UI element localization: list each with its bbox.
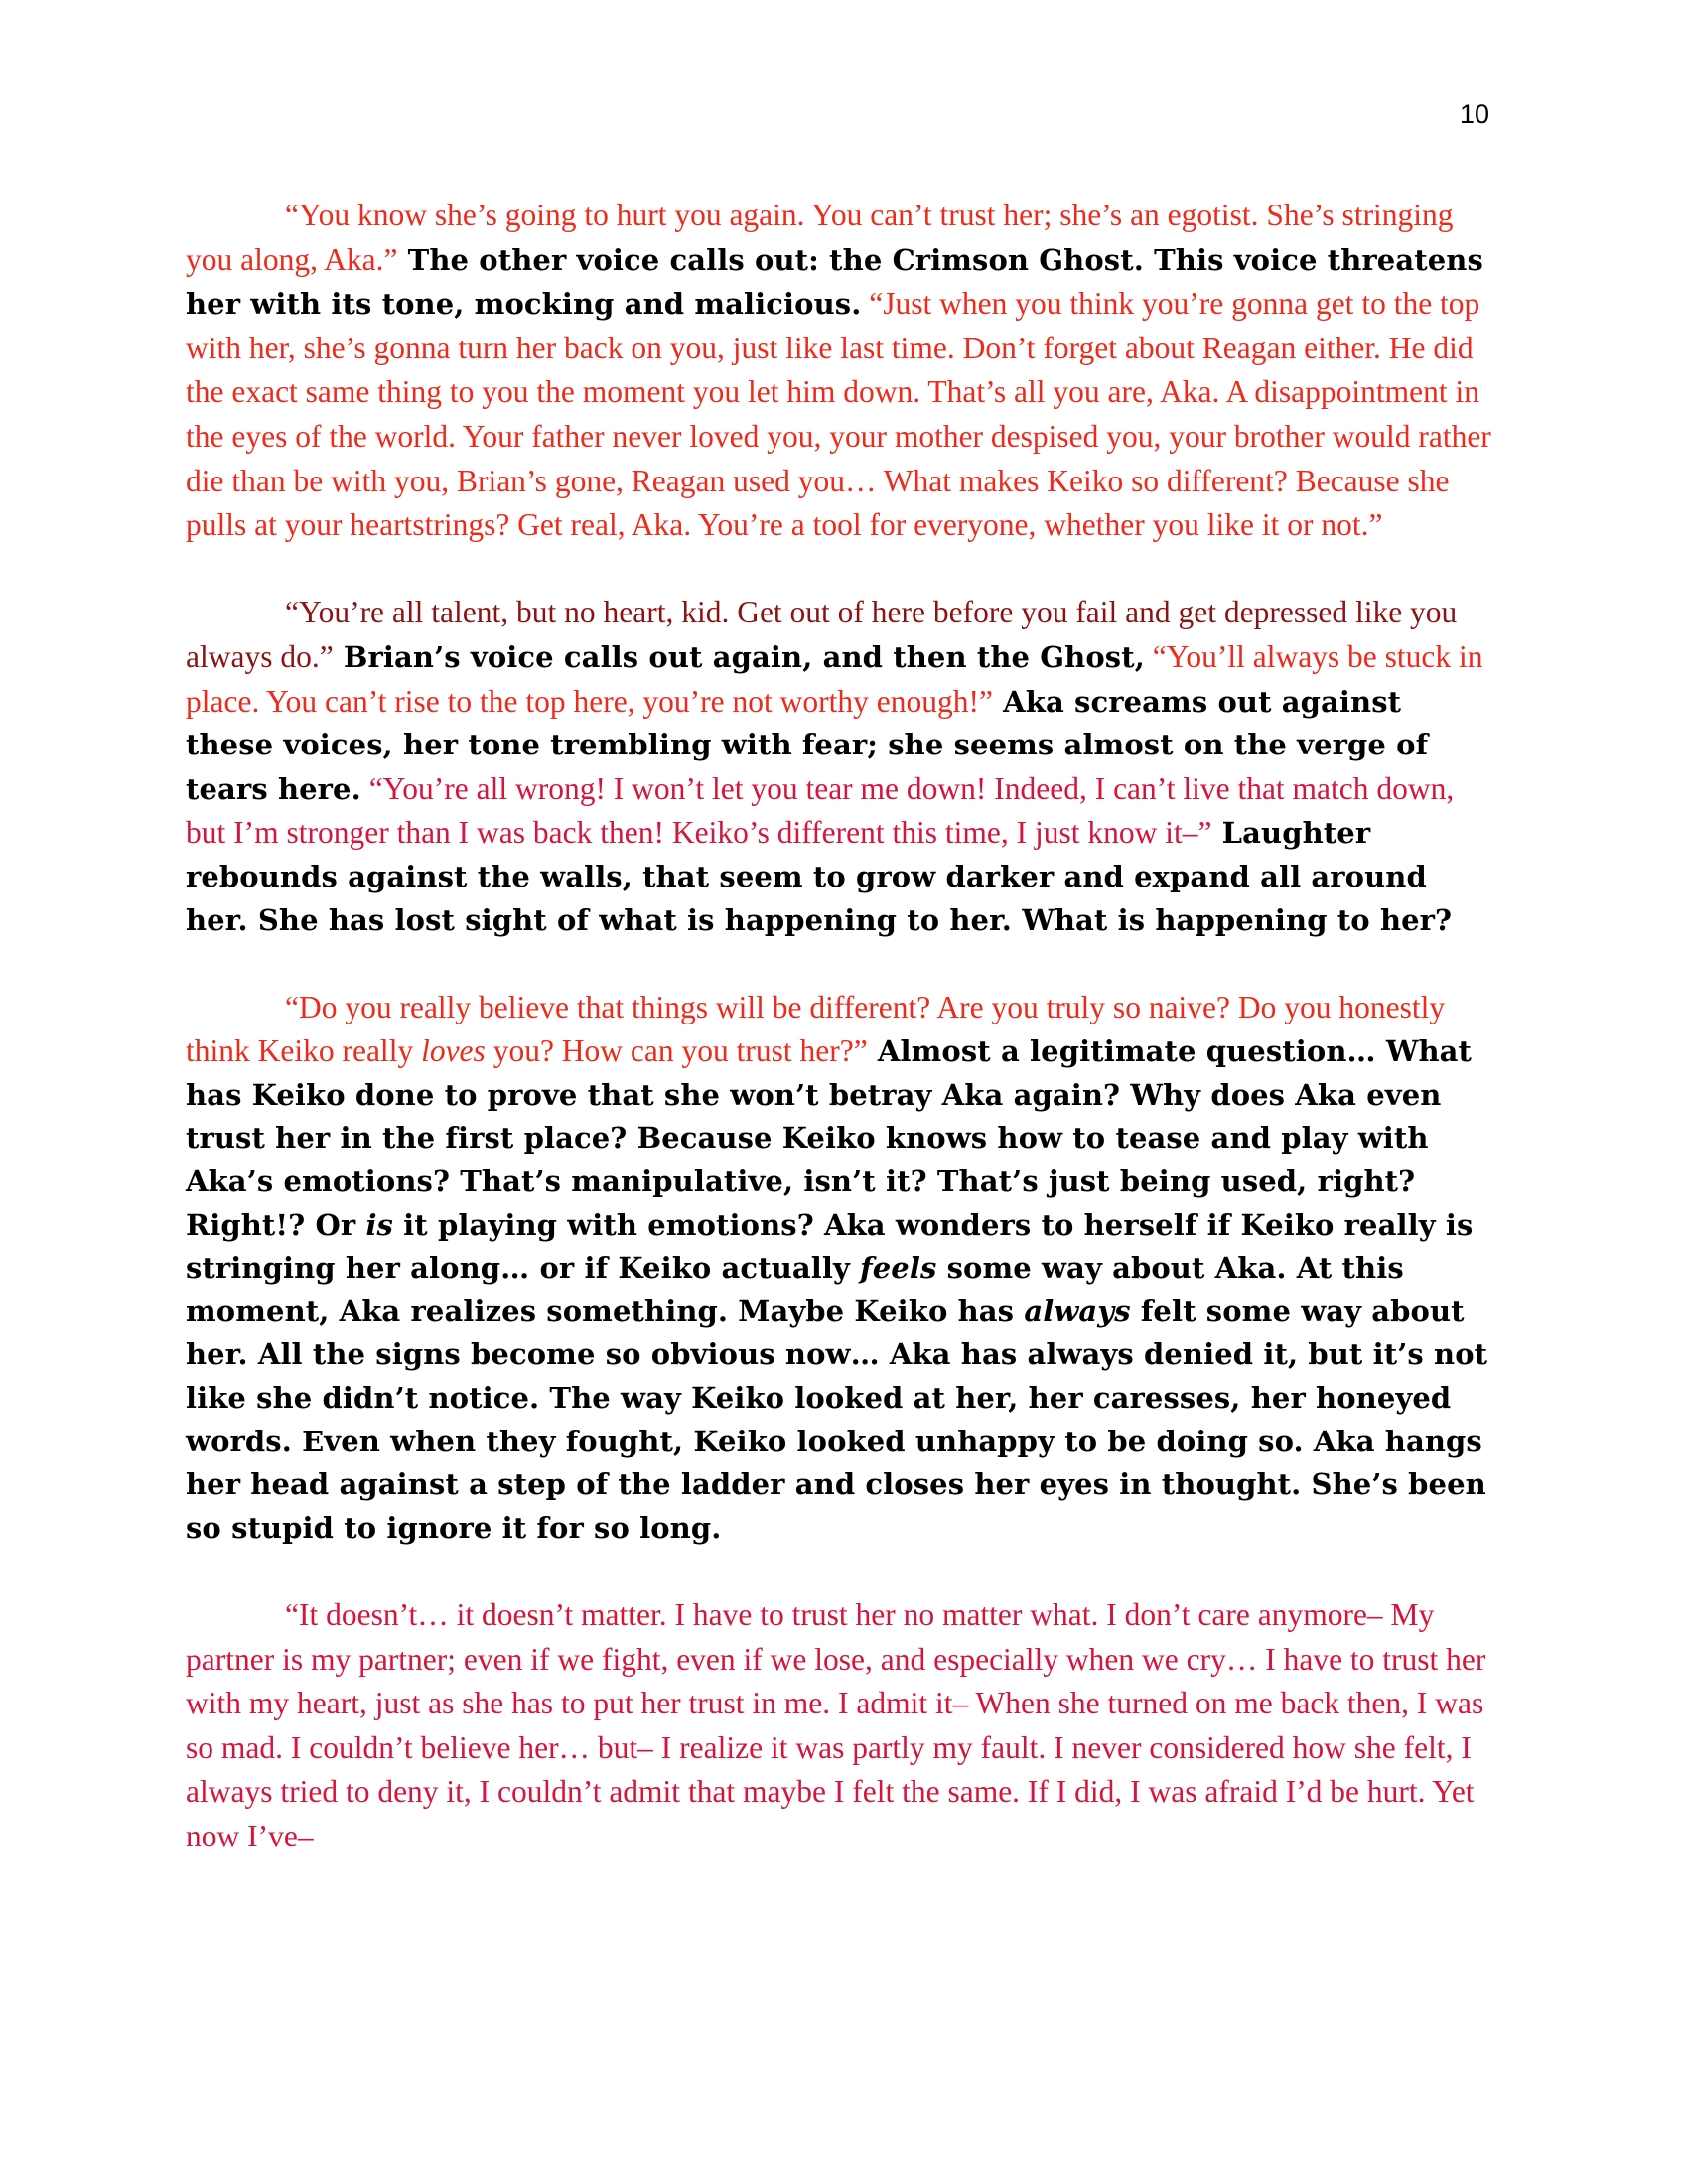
paragraph-3 (186, 986, 1496, 1551)
narration: it playing with emotions? Aka wonders to herself if Keiko really is stringing her along… or if Keiko actually (186, 1207, 1474, 1286)
narration: Aka screams out against these voices, her tone trembling with fear; she seems almost on the verge of tears here. (186, 684, 1429, 806)
narration: some way about Aka. At this moment, Aka realizes something. Maybe Keiko has (186, 1251, 1404, 1328)
story-text (186, 194, 1496, 1902)
ghost-dialogue: “You’ll always be stuck in place. You can’t rise to the top here, you’re not worthy enough!” (186, 638, 1483, 719)
emphasis-always: always (1024, 1294, 1131, 1328)
ghost-dialogue: “Just when you think you’re gonna get to the top with her, she’s gonna turn her back on you, just like last time. Don’t forget about Reagan either. He did the exact same thing to you the moment you let him down. That’s all you are, Aka. A disappointment in the eyes of the world. Your father never loved you, your mother despised you, your brother would rather die than be with you, Brian’s gone, Reagan used you… What makes Keiko so different? Because she pulls at your heartstrings? Get real, Aka. You’re a tool for everyone, whether you like it or not.” (186, 286, 1491, 543)
narration: The other voice calls out: the Crimson Ghost. This voice threatens her with its tone, mocking and malicious. (186, 242, 1483, 322)
narration: Almost a legitimate question… What has Keiko done to prove that she won’t betray Aka again? Why does Aka even trust her in the first place? Because Keiko knows how to tease and play with Aka’s emotions? That’s manipulative, isn’t it? That’s just being used, right? Right!? Or (186, 1034, 1473, 1242)
ghost-dialogue: “You know she’s going to hurt you again. You can’t trust her; she’s an egotist. She’s stringing you along, Aka.” (186, 198, 1454, 277)
page-number: 10 (1459, 99, 1489, 129)
aka-dialogue: “You’re all wrong! I won’t let you tear me down! Indeed, I can’t live that match down, but I’m stronger than I was back then! Keiko’s different this time, I just know it–” (186, 770, 1455, 851)
aka-dialogue: “It doesn’t… it doesn’t matter. I have to trust her no matter what. I don’t care anymore– My partner is my partner; even if we fight, even if we lose, and especially when we cry… I have to trust her with my heart, just as she has to put her trust in me. I admit it– When she turned on me back then, I was so mad. I couldn’t believe her… but– I realize it was partly my fault. I never considered how she felt, I always tried to deny it, I couldn’t admit that maybe I felt the same. If I did, I was afraid I’d be hurt. Yet now I’ve– (186, 1597, 1486, 1853)
paragraph-4 (186, 1593, 1496, 1859)
ghost-dialogue: you? How can you trust her?” (485, 1033, 868, 1069)
narration: Laughter rebounds against the walls, that seem to grow darker and expand all around her. She has lost sight of what is happening to her. What is happening to her? (186, 816, 1453, 937)
ghost-dialogue: “Do you really believe that things will be different? Are you truly so naive? Do you honestly think Keiko really (186, 989, 1446, 1069)
paragraph-2 (186, 591, 1496, 942)
emphasis-is: is (365, 1207, 393, 1242)
emphasis-loves: loves (421, 1033, 486, 1069)
emphasis-feels: feels (860, 1251, 937, 1286)
narration: felt some way about her. All the signs become so obvious now… Aka has always denied it, but it’s not like she didn’t notice. The way Keiko looked at her, her caresses, her honeyed words. Even when they fought, Keiko looked unhappy to be doing so. Aka hangs her head against a step of the ladder and closes her eyes in thought. She’s been so stupid to ignore it for so long. (186, 1294, 1488, 1545)
narration: Brian’s voice calls out again, and then the Ghost, (333, 639, 1145, 674)
paragraph-1 (186, 194, 1496, 548)
brian-dialogue: “You’re all talent, but no heart, kid. Get out of here before you fail and get depressed like you always do.” (186, 595, 1458, 674)
